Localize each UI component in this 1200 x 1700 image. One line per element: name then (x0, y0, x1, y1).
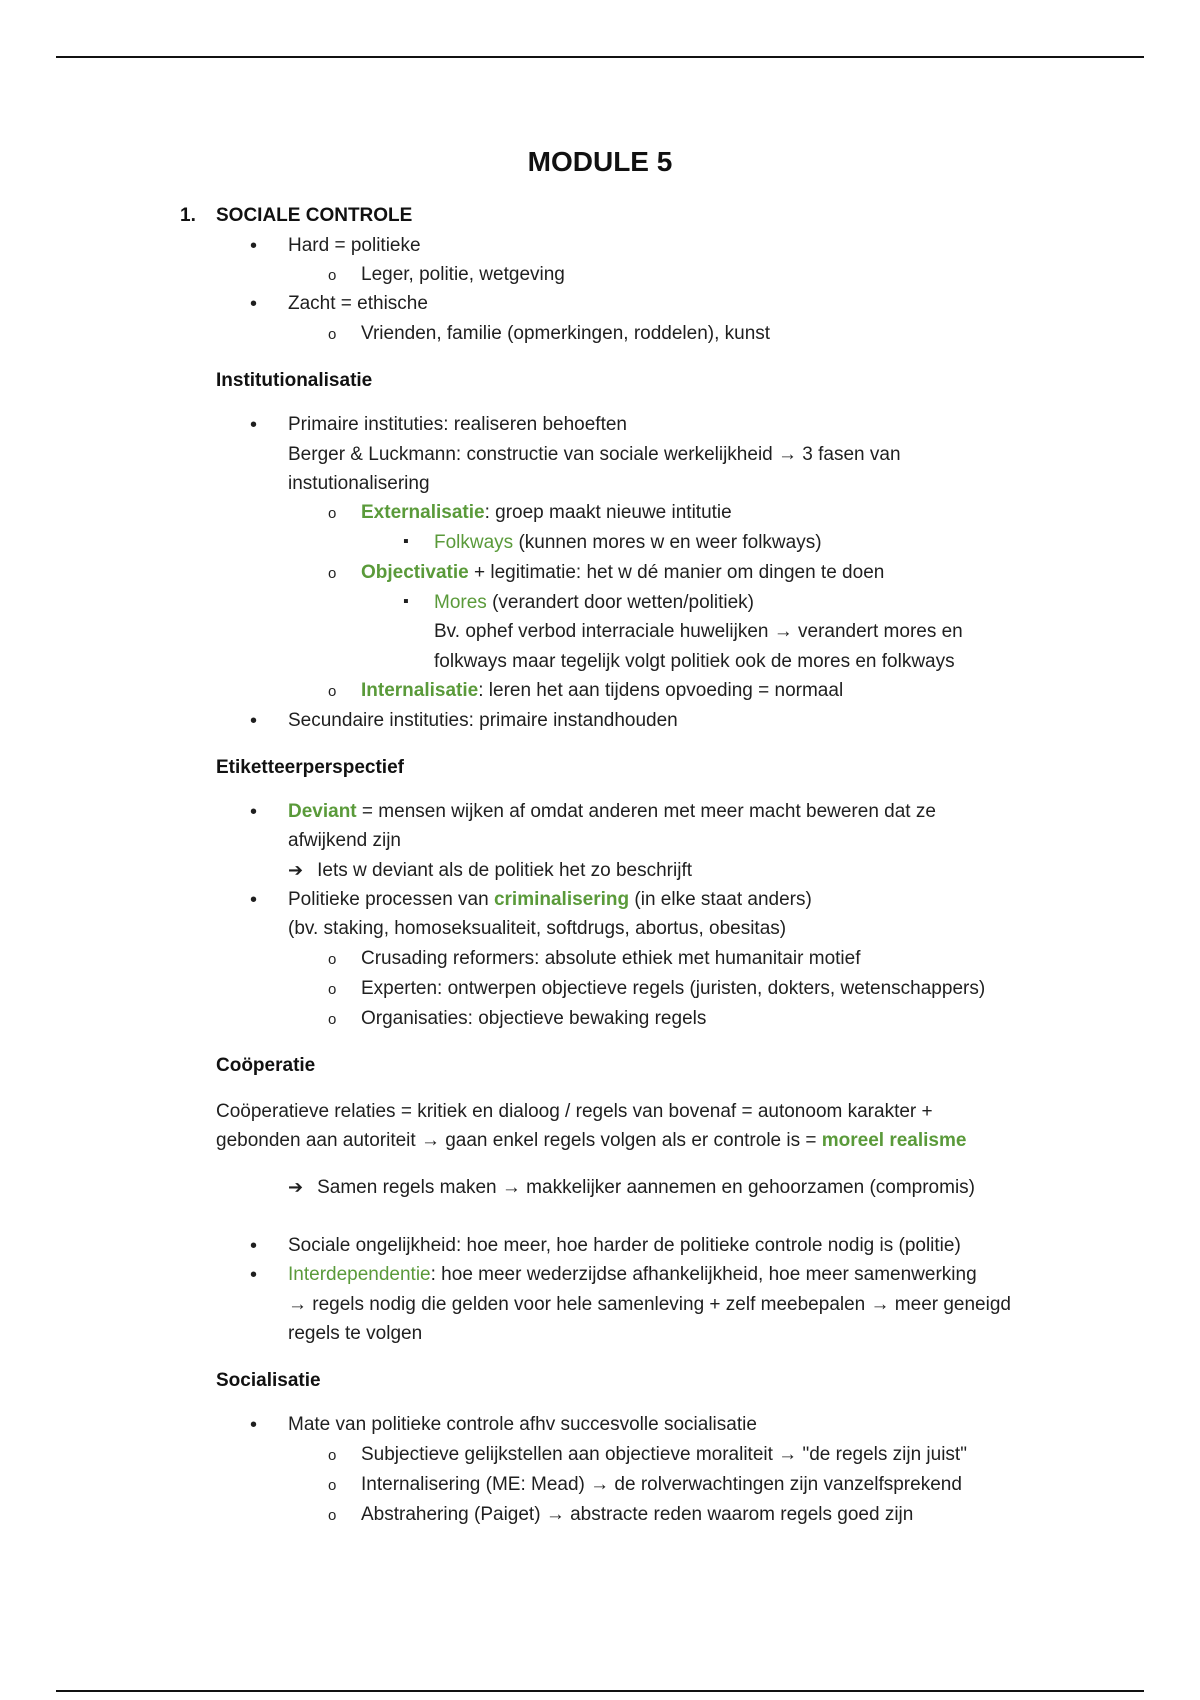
text: = mensen wijken af omdat anderen met meer macht beweren dat ze (356, 801, 936, 822)
list-item: • Mate van politieke controle afhv succesvolle socialisatie (288, 1415, 757, 1434)
list-item (434, 533, 822, 552)
text: (in elke staat anders) (629, 889, 812, 910)
paragraph-line: afwijkend zijn (288, 830, 401, 851)
list-item (361, 503, 732, 522)
heading-cooperatie: Coöperatie (216, 1055, 316, 1076)
paragraph-line (216, 1131, 966, 1150)
list-item: • Zacht = ethische (288, 294, 428, 313)
text: Iets w deviant als de politiek het zo beschrijft (317, 860, 693, 881)
text: (verandert door wetten/politiek) (486, 592, 754, 613)
list-item (361, 681, 843, 700)
text: Politieke processen van (288, 889, 494, 910)
list-item: o Abstrahering (Paiget) → abstracte reden waarom regels goed zijn (361, 1505, 913, 1524)
list-item: o Vrienden, familie (opmerkingen, roddelen), kunst (361, 324, 770, 343)
text: : groep maakt nieuwe intitutie (484, 502, 732, 523)
list-item: • Secundaire instituties: primaire instandhouden (288, 711, 678, 730)
text: + legitimatie: het w dé manier om dingen te doen (468, 562, 885, 583)
list-item: o Experten: ontwerpen objectieve regels (juristen, dokters, wetenschappers) (361, 979, 985, 998)
term-objectivatie: Objectivatie (361, 562, 469, 583)
paragraph-line: → regels nodig die gelden voor hele samenleving + zelf meebepalen → meer geneigd (288, 1294, 1011, 1315)
term-externalisatie: Externalisatie (361, 502, 485, 523)
heading-institutionalisatie: Institutionalisatie (216, 370, 373, 391)
heading-socialisatie: Socialisatie (216, 1370, 321, 1391)
term-deviant: Deviant (288, 801, 357, 822)
term-interdependentie: Interdependentie (288, 1264, 431, 1285)
term-internalisatie: Internalisatie (361, 680, 479, 701)
term-folkways: Folkways (434, 532, 514, 553)
section-number: 1. (180, 205, 196, 226)
list-item: o Subjectieve gelijkstellen aan objectieve moraliteit → "de regels zijn juist" (361, 1445, 967, 1464)
page-title: MODULE 5 (527, 146, 673, 177)
section-title: SOCIALE CONTROLE (216, 205, 413, 226)
text: Samen regels maken → makkelijker aannemen en gehoorzamen (compromis) (317, 1177, 975, 1198)
list-item: o Internalisering (ME: Mead) → de rolverwachtingen zijn vanzelfsprekend (361, 1475, 962, 1494)
paragraph-line: regels te volgen (288, 1323, 423, 1344)
heading-etiketteerperspectief: Etiketteerperspectief (216, 757, 404, 778)
list-item: • Primaire instituties: realiseren behoeften (288, 415, 627, 434)
term-criminalisering: criminalisering (493, 889, 630, 910)
arrow-item (288, 1178, 975, 1197)
arrow-item (288, 861, 692, 880)
paragraph-line: folkways maar tegelijk volgt politiek ook de mores en folkways (434, 651, 955, 672)
list-item: • Hard = politieke (288, 236, 421, 255)
paragraph-line: Bv. ophef verbod interraciale huwelijken → verandert mores en (434, 621, 963, 642)
list-item (288, 1265, 977, 1284)
paragraph-line: instutionalisering (288, 473, 430, 494)
list-item: o Leger, politie, wetgeving (361, 265, 565, 284)
list-item (361, 563, 884, 582)
text: gebonden aan autoriteit → gaan enkel regels volgen als er controle is = (216, 1130, 822, 1151)
term-moreel-realisme: moreel realisme (821, 1130, 967, 1151)
list-item (434, 593, 754, 612)
bottom-rule (56, 1690, 1144, 1692)
list-item: o Crusading reformers: absolute ethiek met humanitair motief (361, 949, 861, 968)
paragraph-line: Coöperatieve relaties = kritiek en dialoog / regels van bovenaf = autonoom karakter + (216, 1101, 933, 1122)
term-mores: Mores (434, 592, 487, 613)
paragraph-line: Berger & Luckmann: constructie van sociale werkelijkheid → 3 fasen van (288, 444, 901, 465)
text: (kunnen mores w en weer folkways) (513, 532, 822, 553)
text: : hoe meer wederzijdse afhankelijkheid, hoe meer samenwerking (430, 1264, 977, 1285)
text: : leren het aan tijdens opvoeding = normaal (478, 680, 844, 701)
top-rule (56, 56, 1144, 58)
list-item (288, 890, 812, 909)
paragraph-line: (bv. staking, homoseksualiteit, softdrugs, abortus, obesitas) (288, 918, 787, 939)
list-item: • Sociale ongelijkheid: hoe meer, hoe harder de politieke controle nodig is (politie) (288, 1236, 961, 1255)
arrow-icon: ➔ (288, 1177, 304, 1197)
list-item: o Organisaties: objectieve bewaking regels (361, 1009, 706, 1028)
arrow-icon: ➔ (288, 860, 304, 880)
list-item (288, 802, 936, 821)
